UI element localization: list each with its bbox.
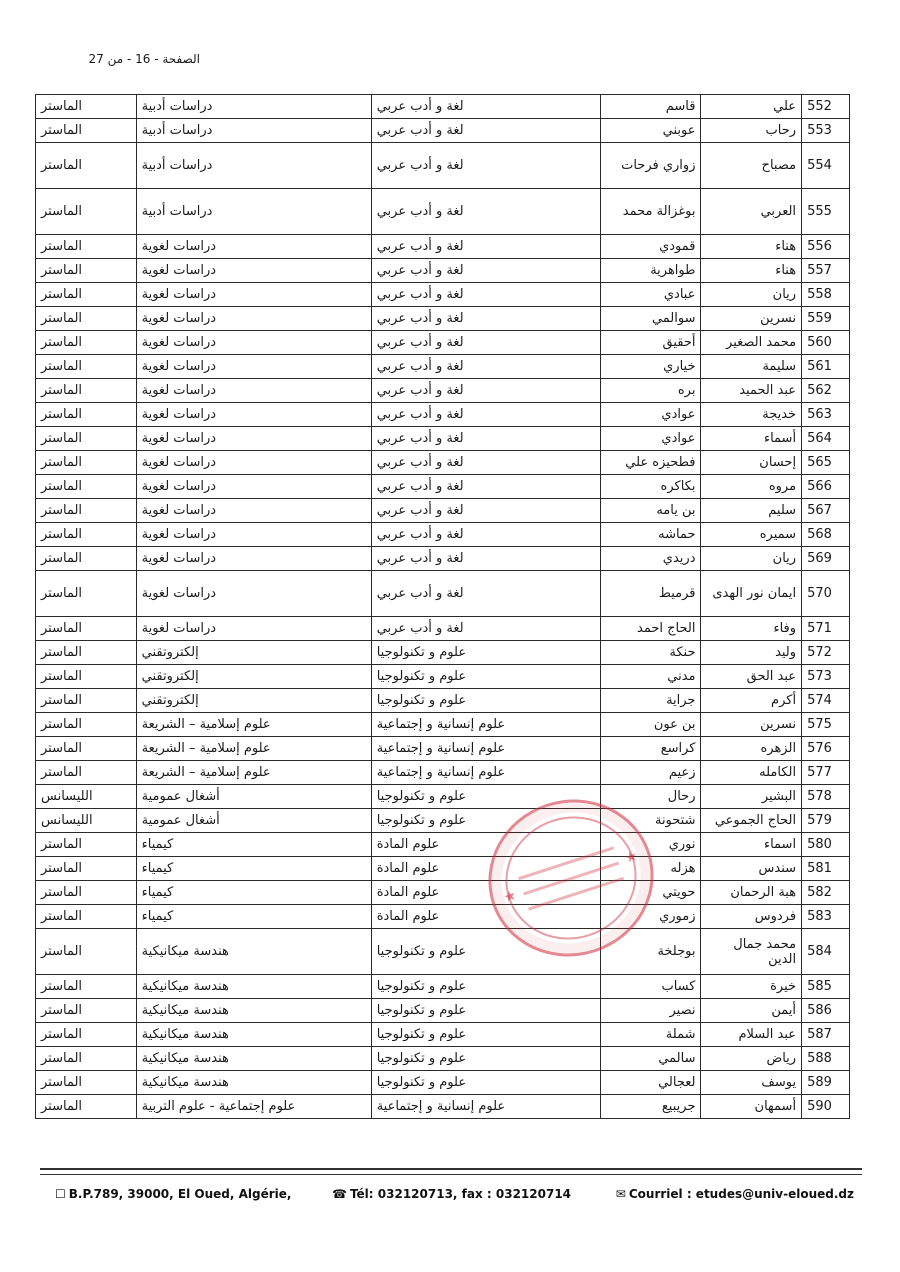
row-number-cell: 585 [802,975,850,999]
domain-cell: علوم المادة [371,857,600,881]
envelope-icon: ✉ [615,1187,626,1201]
domain-cell: لغة و أدب عربي [371,571,600,617]
specialty-cell: علوم إسلامية – الشريعة [136,737,371,761]
domain-cell: علوم و تكنولوجيا [371,975,600,999]
domain-cell: علوم و تكنولوجيا [371,665,600,689]
last-name-cell: خياري [600,355,701,379]
level-cell: الماستر [36,737,137,761]
table-row [36,833,850,857]
domain-cell: علوم و تكنولوجيا [371,785,600,809]
first-name-cell: أيمن [701,999,802,1023]
footer-phone-text: Tél: 032120713, fax : 032120714 [349,1187,572,1201]
table-row [36,761,850,785]
domain-cell: علوم إنسانية و إجتماعية [371,713,600,737]
level-cell: الماستر [36,1095,137,1119]
specialty-cell: دراسات لغوية [136,283,371,307]
table-row [36,999,850,1023]
level-cell: الماستر [36,499,137,523]
level-cell: الماستر [36,475,137,499]
specialty-cell: دراسات لغوية [136,451,371,475]
table-row [36,1023,850,1047]
domain-cell: علوم المادة [371,881,600,905]
row-number-cell: 586 [802,999,850,1023]
domain-cell: لغة و أدب عربي [371,547,600,571]
row-number-cell: 578 [802,785,850,809]
table-row [36,857,850,881]
domain-cell: علوم و تكنولوجيا [371,641,600,665]
first-name-cell: سندس [701,857,802,881]
first-name-cell: نسرين [701,713,802,737]
footer-divider [40,1174,862,1175]
level-cell: الماستر [36,975,137,999]
last-name-cell: بن عون [600,713,701,737]
level-cell: الماستر [36,189,137,235]
table-row [36,143,850,189]
domain-cell: لغة و أدب عربي [371,379,600,403]
domain-cell: علوم إنسانية و إجتماعية [371,761,600,785]
level-cell: الماستر [36,665,137,689]
domain-cell: لغة و أدب عربي [371,355,600,379]
level-cell: الماستر [36,1071,137,1095]
row-number-cell: 560 [802,331,850,355]
level-cell: الماستر [36,999,137,1023]
first-name-cell: ريان [701,283,802,307]
specialty-cell: دراسات لغوية [136,259,371,283]
level-cell: الماستر [36,1047,137,1071]
last-name-cell: دريدي [600,547,701,571]
domain-cell: لغة و أدب عربي [371,143,600,189]
last-name-cell: نوري [600,833,701,857]
first-name-cell: سليم [701,499,802,523]
domain-cell: علوم إنسانية و إجتماعية [371,737,600,761]
first-name-cell: أكرم [701,689,802,713]
domain-cell: لغة و أدب عربي [371,451,600,475]
first-name-cell: هناء [701,259,802,283]
table-row [36,235,850,259]
domain-cell: علوم و تكنولوجيا [371,1047,600,1071]
level-cell: الماستر [36,451,137,475]
last-name-cell: سوالمي [600,307,701,331]
first-name-cell: الكامله [701,761,802,785]
footer [40,1187,862,1207]
table-row [36,283,850,307]
domain-cell: لغة و أدب عربي [371,523,600,547]
level-cell: الماستر [36,95,137,119]
row-number-cell: 561 [802,355,850,379]
row-number-cell: 570 [802,571,850,617]
stamp-star-icon: ★ [622,847,640,867]
domain-cell: لغة و أدب عربي [371,475,600,499]
level-cell: الماستر [36,547,137,571]
first-name-cell: عبد الحق [701,665,802,689]
row-number-cell: 584 [802,929,850,975]
specialty-cell: دراسات لغوية [136,403,371,427]
row-number-cell: 580 [802,833,850,857]
table-row [36,617,850,641]
row-number-cell: 555 [802,189,850,235]
last-name-cell: شتحونة [600,809,701,833]
level-cell: الماستر [36,617,137,641]
first-name-cell: هبة الرحمان [701,881,802,905]
specialty-cell: دراسات لغوية [136,379,371,403]
results-table [35,94,850,1119]
last-name-cell: مدني [600,665,701,689]
specialty-cell: دراسات لغوية [136,235,371,259]
footer-phone [332,1187,571,1201]
last-name-cell: عبادي [600,283,701,307]
table-row [36,307,850,331]
table-row [36,259,850,283]
level-cell: الماستر [36,235,137,259]
first-name-cell: وليد [701,641,802,665]
last-name-cell: بوجلخة [600,929,701,975]
table-row [36,189,850,235]
level-cell: الماستر [36,523,137,547]
specialty-cell: أشغال عمومية [136,809,371,833]
first-name-cell: الزهره [701,737,802,761]
last-name-cell: عوبني [600,119,701,143]
row-number-cell: 564 [802,427,850,451]
row-number-cell: 552 [802,95,850,119]
last-name-cell: حماشه [600,523,701,547]
specialty-cell: دراسات لغوية [136,547,371,571]
first-name-cell: محمد الصغير [701,331,802,355]
last-name-cell: بوغزالة محمد [600,189,701,235]
specialty-cell: هندسة ميكانيكية [136,1047,371,1071]
row-number-cell: 574 [802,689,850,713]
specialty-cell: إلكتروتقني [136,665,371,689]
domain-cell: لغة و أدب عربي [371,189,600,235]
specialty-cell: علوم إسلامية – الشريعة [136,761,371,785]
stamp-star-icon: ★ [501,887,519,907]
row-number-cell: 588 [802,1047,850,1071]
table-row [36,1047,850,1071]
specialty-cell: دراسات أدبية [136,119,371,143]
row-number-cell: 567 [802,499,850,523]
first-name-cell: العربي [701,189,802,235]
level-cell: الماستر [36,641,137,665]
first-name-cell: عبد السلام [701,1023,802,1047]
specialty-cell: دراسات لغوية [136,331,371,355]
specialty-cell: دراسات أدبية [136,95,371,119]
table-row [36,451,850,475]
last-name-cell: قاسم [600,95,701,119]
telephone-icon: ☎ [332,1187,347,1201]
table-row [36,547,850,571]
table-row [36,355,850,379]
level-cell: الماستر [36,307,137,331]
row-number-cell: 573 [802,665,850,689]
first-name-cell: يوسف [701,1071,802,1095]
level-cell: الماستر [36,761,137,785]
row-number-cell: 571 [802,617,850,641]
last-name-cell: بره [600,379,701,403]
domain-cell: علوم و تكنولوجيا [371,809,600,833]
level-cell: الماستر [36,283,137,307]
row-number-cell: 575 [802,713,850,737]
table-row [36,1095,850,1119]
first-name-cell: عبد الحميد [701,379,802,403]
table-row [36,119,850,143]
specialty-cell: إلكتروتقني [136,689,371,713]
last-name-cell: الحاج احمد [600,617,701,641]
table-row [36,403,850,427]
table-row [36,737,850,761]
row-number-cell: 572 [802,641,850,665]
row-number-cell: 568 [802,523,850,547]
table-row [36,571,850,617]
table-row [36,523,850,547]
level-cell: الماستر [36,905,137,929]
last-name-cell: شملة [600,1023,701,1047]
specialty-cell: علوم إسلامية – الشريعة [136,713,371,737]
footer-email [616,1187,854,1201]
last-name-cell: فطحيزه علي [600,451,701,475]
row-number-cell: 587 [802,1023,850,1047]
specialty-cell: دراسات لغوية [136,617,371,641]
specialty-cell: دراسات لغوية [136,523,371,547]
level-cell: الماستر [36,427,137,451]
table-row [36,713,850,737]
table-row [36,475,850,499]
table-row [36,785,850,809]
first-name-cell: أسماء [701,427,802,451]
mailbox-icon: ☐ [55,1187,66,1201]
last-name-cell: حنكة [600,641,701,665]
specialty-cell: دراسات لغوية [136,571,371,617]
last-name-cell: زموري [600,905,701,929]
last-name-cell: بن يامه [600,499,701,523]
specialty-cell: هندسة ميكانيكية [136,929,371,975]
table-row [36,499,850,523]
last-name-cell: رحال [600,785,701,809]
table-row [36,641,850,665]
row-number-cell: 553 [802,119,850,143]
last-name-cell: عوادي [600,403,701,427]
first-name-cell: فردوس [701,905,802,929]
first-name-cell: محمد جمال الدين [701,929,802,975]
row-number-cell: 556 [802,235,850,259]
level-cell: الليسانس [36,785,137,809]
last-name-cell: قمودي [600,235,701,259]
level-cell: الماستر [36,259,137,283]
level-cell: الماستر [36,119,137,143]
table-row [36,427,850,451]
first-name-cell: ريان [701,547,802,571]
domain-cell: علوم و تكنولوجيا [371,689,600,713]
domain-cell: لغة و أدب عربي [371,307,600,331]
last-name-cell: كساب [600,975,701,999]
table-row [36,809,850,833]
page-number-label: الصفحة - 16 - من 27 [88,52,200,66]
specialty-cell: دراسات لغوية [136,475,371,499]
level-cell: الماستر [36,403,137,427]
domain-cell: لغة و أدب عربي [371,259,600,283]
first-name-cell: مروه [701,475,802,499]
last-name-cell: جريبيع [600,1095,701,1119]
level-cell: الماستر [36,571,137,617]
last-name-cell: زواري فرحات [600,143,701,189]
domain-cell: علوم إنسانية و إجتماعية [371,1095,600,1119]
first-name-cell: سليمة [701,355,802,379]
first-name-cell: سميره [701,523,802,547]
table-row [36,95,850,119]
row-number-cell: 576 [802,737,850,761]
row-number-cell: 589 [802,1071,850,1095]
specialty-cell: كيمياء [136,833,371,857]
row-number-cell: 562 [802,379,850,403]
table-row [36,665,850,689]
first-name-cell: علي [701,95,802,119]
last-name-cell: نصير [600,999,701,1023]
footer-address-text: B.P.789, 39000, El Oued, Algérie, [68,1187,292,1201]
level-cell: الماستر [36,713,137,737]
first-name-cell: ايمان نور الهدى [701,571,802,617]
domain-cell: علوم و تكنولوجيا [371,999,600,1023]
row-number-cell: 566 [802,475,850,499]
specialty-cell: دراسات لغوية [136,427,371,451]
level-cell: الماستر [36,881,137,905]
domain-cell: لغة و أدب عربي [371,283,600,307]
last-name-cell: طواهرية [600,259,701,283]
first-name-cell: رياض [701,1047,802,1071]
domain-cell: لغة و أدب عربي [371,235,600,259]
last-name-cell: سالمي [600,1047,701,1071]
specialty-cell: هندسة ميكانيكية [136,1071,371,1095]
row-number-cell: 557 [802,259,850,283]
first-name-cell: البشير [701,785,802,809]
last-name-cell: بكاكره [600,475,701,499]
first-name-cell: هناء [701,235,802,259]
first-name-cell: مصباح [701,143,802,189]
first-name-cell: وفاء [701,617,802,641]
row-number-cell: 582 [802,881,850,905]
footer-address [55,1187,291,1201]
footer-email-text: Courriel : etudes@univ-eloued.dz [628,1187,854,1201]
level-cell: الماستر [36,833,137,857]
first-name-cell: خديجة [701,403,802,427]
table-row [36,881,850,905]
last-name-cell: عوادي [600,427,701,451]
domain-cell: لغة و أدب عربي [371,403,600,427]
level-cell: الماستر [36,1023,137,1047]
last-name-cell: لعجالي [600,1071,701,1095]
row-number-cell: 579 [802,809,850,833]
table-row [36,379,850,403]
table-row [36,975,850,999]
specialty-cell: كيمياء [136,857,371,881]
first-name-cell: اسماء [701,833,802,857]
level-cell: الماستر [36,689,137,713]
domain-cell: علوم و تكنولوجيا [371,929,600,975]
specialty-cell: كيمياء [136,881,371,905]
table-row [36,1071,850,1095]
specialty-cell: هندسة ميكانيكية [136,1023,371,1047]
first-name-cell: إحسان [701,451,802,475]
last-name-cell: جراية [600,689,701,713]
results-table-body [36,95,850,1119]
row-number-cell: 581 [802,857,850,881]
last-name-cell: هزله [600,857,701,881]
specialty-cell: دراسات لغوية [136,307,371,331]
table-row [36,929,850,975]
specialty-cell: أشغال عمومية [136,785,371,809]
first-name-cell: رحاب [701,119,802,143]
row-number-cell: 563 [802,403,850,427]
row-number-cell: 583 [802,905,850,929]
specialty-cell: هندسة ميكانيكية [136,975,371,999]
row-number-cell: 590 [802,1095,850,1119]
level-cell: الماستر [36,929,137,975]
row-number-cell: 565 [802,451,850,475]
domain-cell: علوم و تكنولوجيا [371,1071,600,1095]
specialty-cell: كيمياء [136,905,371,929]
specialty-cell: دراسات لغوية [136,355,371,379]
domain-cell: لغة و أدب عربي [371,331,600,355]
first-name-cell: نسرين [701,307,802,331]
last-name-cell: حويتي [600,881,701,905]
domain-cell: لغة و أدب عربي [371,427,600,451]
row-number-cell: 554 [802,143,850,189]
level-cell: الماستر [36,355,137,379]
specialty-cell: دراسات لغوية [136,499,371,523]
domain-cell: علوم المادة [371,905,600,929]
last-name-cell: قرميط [600,571,701,617]
row-number-cell: 577 [802,761,850,785]
footer-divider [40,1168,862,1170]
domain-cell: لغة و أدب عربي [371,617,600,641]
domain-cell: لغة و أدب عربي [371,119,600,143]
specialty-cell: دراسات أدبية [136,143,371,189]
specialty-cell: دراسات أدبية [136,189,371,235]
level-cell: الماستر [36,857,137,881]
domain-cell: علوم المادة [371,833,600,857]
last-name-cell: كراسع [600,737,701,761]
first-name-cell: خيرة [701,975,802,999]
first-name-cell: الحاج الجموعي [701,809,802,833]
table-row [36,331,850,355]
row-number-cell: 559 [802,307,850,331]
row-number-cell: 569 [802,547,850,571]
domain-cell: لغة و أدب عربي [371,499,600,523]
specialty-cell: هندسة ميكانيكية [136,999,371,1023]
table-row [36,905,850,929]
domain-cell: لغة و أدب عربي [371,95,600,119]
last-name-cell: زعيم [600,761,701,785]
specialty-cell: علوم إجتماعية - علوم التربية [136,1095,371,1119]
level-cell: الماستر [36,379,137,403]
first-name-cell: أسمهان [701,1095,802,1119]
level-cell: الماستر [36,143,137,189]
domain-cell: علوم و تكنولوجيا [371,1023,600,1047]
last-name-cell: أحقيق [600,331,701,355]
level-cell: الليسانس [36,809,137,833]
level-cell: الماستر [36,331,137,355]
table-row [36,689,850,713]
specialty-cell: إلكتروتقني [136,641,371,665]
row-number-cell: 558 [802,283,850,307]
